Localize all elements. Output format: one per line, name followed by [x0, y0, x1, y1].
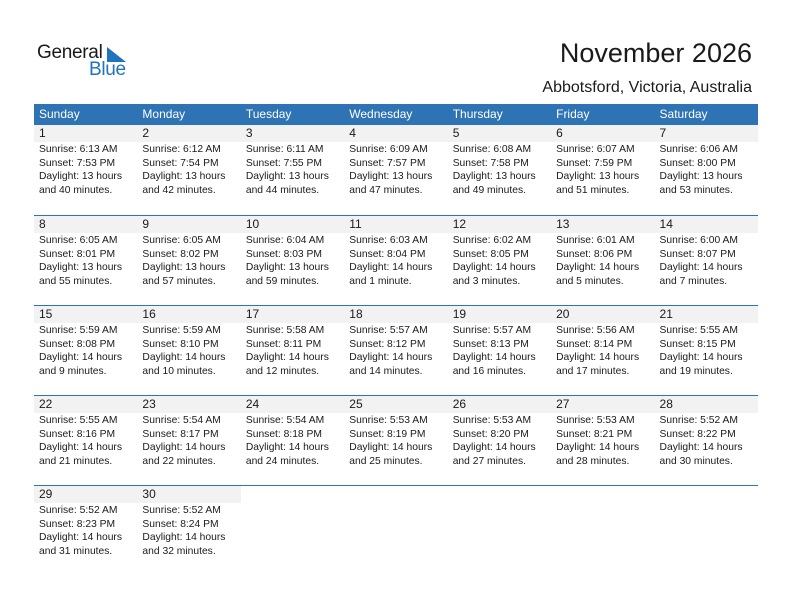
daylight-minutes-text: and 7 minutes.: [659, 275, 728, 287]
sunset-text: Sunset: 8:07 PM: [659, 248, 736, 260]
sunrise-text: Sunrise: 6:09 AM: [349, 144, 428, 155]
day-number: [655, 486, 758, 503]
day-number: 23: [137, 396, 240, 413]
weekday-tuesday: Tuesday: [245, 107, 292, 121]
day-info: [241, 413, 344, 468]
day-cell: [241, 486, 344, 575]
sunset-text: Sunset: 8:01 PM: [39, 248, 116, 260]
sunset-text: Sunset: 8:16 PM: [39, 428, 116, 440]
sunset-text: Sunset: 7:54 PM: [142, 157, 219, 169]
day-info: [34, 233, 137, 288]
day-cell: [34, 125, 137, 215]
sunset-text: Sunset: 7:57 PM: [349, 157, 426, 169]
day-info: [448, 142, 551, 197]
sunset-text: Sunset: 8:24 PM: [142, 518, 219, 530]
sunrise-text: Sunrise: 5:56 AM: [556, 325, 635, 336]
sunset-text: Sunset: 8:18 PM: [245, 428, 322, 440]
daylight-minutes-text: and 24 minutes.: [245, 455, 320, 467]
daylight-text: Daylight: 14 hours: [349, 262, 433, 274]
daylight-minutes-text: and 53 minutes.: [659, 184, 733, 196]
sunset-text: Sunset: 8:08 PM: [39, 338, 116, 350]
daylight-text: Daylight: 13 hours: [142, 171, 226, 183]
day-cell: [655, 396, 758, 485]
sunrise-text: Sunrise: 5:57 AM: [452, 325, 532, 336]
day-info: [655, 503, 758, 504]
daylight-minutes-text: and 44 minutes.: [245, 184, 320, 196]
day-info: [34, 413, 137, 468]
day-number: 16: [137, 306, 240, 323]
daylight-text: Daylight: 14 hours: [556, 262, 640, 274]
sunrise-text: Sunrise: 6:05 AM: [142, 235, 221, 246]
day-number: 24: [241, 396, 344, 413]
day-cell: [34, 486, 137, 575]
daylight-minutes-text: and 10 minutes.: [142, 365, 216, 377]
daylight-minutes-text: and 12 minutes.: [245, 365, 320, 377]
daylight-minutes-text: and 16 minutes.: [452, 365, 526, 377]
page-title: November 2026: [559, 38, 752, 68]
sunset-text: Sunset: 8:10 PM: [142, 338, 219, 350]
day-cell: [137, 486, 240, 575]
daylight-text: Daylight: 14 hours: [659, 352, 743, 364]
weekday-saturday: Saturday: [659, 107, 708, 121]
day-number: 6: [551, 125, 654, 142]
daylight-minutes-text: and 22 minutes.: [142, 455, 216, 467]
weeks-container: [34, 125, 758, 575]
daylight-text: Daylight: 13 hours: [39, 262, 122, 274]
day-info: [344, 233, 447, 288]
day-info: [34, 323, 137, 378]
day-number: 19: [448, 306, 551, 323]
daylight-minutes-text: and 27 minutes.: [452, 455, 526, 467]
sunrise-text: Sunrise: 5:59 AM: [39, 325, 118, 336]
daylight-minutes-text: and 28 minutes.: [556, 455, 630, 467]
day-number: 5: [448, 125, 551, 142]
sunset-text: Sunset: 8:02 PM: [142, 248, 219, 260]
day-info: [655, 142, 758, 197]
daylight-text: Daylight: 14 hours: [142, 532, 226, 544]
day-cell: [34, 306, 137, 395]
sunrise-text: Sunrise: 6:01 AM: [556, 235, 635, 246]
day-number: 21: [655, 306, 758, 323]
day-info: [448, 503, 551, 504]
day-info: [448, 233, 551, 288]
day-cell: [137, 125, 240, 215]
sunrise-text: Sunrise: 6:06 AM: [659, 144, 738, 155]
day-cell: [34, 396, 137, 485]
day-info: [551, 233, 654, 288]
sunset-text: Sunset: 8:06 PM: [556, 248, 633, 260]
sunset-text: Sunset: 8:23 PM: [39, 518, 116, 530]
week-row: [34, 395, 758, 485]
weekday-monday: Monday: [142, 107, 186, 121]
day-number: 29: [34, 486, 137, 503]
day-number: 8: [34, 216, 137, 233]
day-number: 12: [448, 216, 551, 233]
day-cell: [551, 306, 654, 395]
daylight-text: Daylight: 14 hours: [245, 442, 329, 454]
sunrise-text: Sunrise: 5:52 AM: [659, 415, 738, 426]
week-row: [34, 485, 758, 575]
day-info: [241, 323, 344, 378]
sunset-text: Sunset: 8:19 PM: [349, 428, 426, 440]
day-cell: [344, 125, 447, 215]
day-info: [655, 413, 758, 468]
sunrise-text: Sunrise: 5:55 AM: [39, 415, 118, 426]
week-row: [34, 215, 758, 305]
day-info: [241, 233, 344, 288]
day-cell: [551, 125, 654, 215]
day-number: 18: [344, 306, 447, 323]
daylight-text: Daylight: 14 hours: [245, 352, 329, 364]
sunset-text: Sunset: 8:17 PM: [142, 428, 219, 440]
sunrise-text: Sunrise: 5:55 AM: [659, 325, 738, 336]
day-cell: [655, 216, 758, 305]
day-info: [137, 233, 240, 288]
sunrise-text: Sunrise: 6:12 AM: [142, 144, 221, 155]
day-cell: [551, 396, 654, 485]
day-info: [34, 503, 137, 558]
daylight-minutes-text: and 59 minutes.: [245, 275, 320, 287]
sunset-text: Sunset: 8:03 PM: [245, 248, 322, 260]
day-info: [551, 503, 654, 504]
daylight-minutes-text: and 55 minutes.: [39, 275, 113, 287]
sunset-text: Sunset: 8:14 PM: [556, 338, 633, 350]
day-number: 1: [34, 125, 137, 142]
day-info: [344, 413, 447, 468]
sunset-text: Sunset: 8:15 PM: [659, 338, 736, 350]
day-info: [137, 503, 240, 558]
day-number: 30: [137, 486, 240, 503]
daylight-minutes-text: and 9 minutes.: [39, 365, 107, 377]
daylight-text: Daylight: 14 hours: [349, 442, 433, 454]
sunrise-text: Sunrise: 5:52 AM: [142, 505, 221, 516]
day-number: [551, 486, 654, 503]
day-number: 20: [551, 306, 654, 323]
day-cell: [448, 125, 551, 215]
day-number: [344, 486, 447, 503]
day-info: [34, 142, 137, 197]
daylight-text: Daylight: 14 hours: [142, 442, 226, 454]
sunrise-text: Sunrise: 6:02 AM: [452, 235, 532, 246]
day-info: [655, 323, 758, 378]
sunrise-text: Sunrise: 6:04 AM: [245, 235, 325, 246]
daylight-minutes-text: and 17 minutes.: [556, 365, 630, 377]
sunset-text: Sunset: 8:21 PM: [556, 428, 633, 440]
sunset-text: Sunset: 8:22 PM: [659, 428, 736, 440]
weekday-wednesday: Wednesday: [349, 107, 413, 121]
day-cell: [551, 486, 654, 575]
sunset-text: Sunset: 7:58 PM: [452, 157, 529, 169]
day-cell: [137, 396, 240, 485]
weekday-friday: Friday: [556, 107, 590, 121]
day-info: [448, 413, 551, 468]
daylight-text: Daylight: 13 hours: [349, 171, 433, 183]
sunrise-text: Sunrise: 6:03 AM: [349, 235, 428, 246]
day-cell: [137, 216, 240, 305]
day-cell: [448, 216, 551, 305]
day-info: [344, 323, 447, 378]
daylight-text: Daylight: 14 hours: [452, 262, 536, 274]
daylight-minutes-text: and 32 minutes.: [142, 545, 216, 557]
day-cell: [241, 306, 344, 395]
sunrise-text: Sunrise: 5:53 AM: [452, 415, 532, 426]
sunrise-text: Sunrise: 6:00 AM: [659, 235, 738, 246]
daylight-minutes-text: and 51 minutes.: [556, 184, 630, 196]
daylight-text: Daylight: 13 hours: [39, 171, 122, 183]
day-cell: [137, 306, 240, 395]
daylight-minutes-text: and 19 minutes.: [659, 365, 733, 377]
day-number: 15: [34, 306, 137, 323]
day-number: 17: [241, 306, 344, 323]
day-cell: [551, 216, 654, 305]
sunset-text: Sunset: 7:59 PM: [556, 157, 633, 169]
daylight-text: Daylight: 14 hours: [556, 442, 640, 454]
day-info: [551, 142, 654, 197]
day-number: 28: [655, 396, 758, 413]
daylight-text: Daylight: 14 hours: [142, 352, 226, 364]
day-info: [137, 142, 240, 197]
daylight-text: Daylight: 14 hours: [452, 352, 536, 364]
day-cell: [448, 396, 551, 485]
sunrise-text: Sunrise: 5:54 AM: [245, 415, 325, 426]
day-number: 3: [241, 125, 344, 142]
sunrise-text: Sunrise: 6:11 AM: [245, 144, 324, 155]
daylight-text: Daylight: 13 hours: [142, 262, 226, 274]
sunset-text: Sunset: 8:05 PM: [452, 248, 529, 260]
day-number: 9: [137, 216, 240, 233]
day-cell: [344, 486, 447, 575]
day-info: [655, 233, 758, 288]
sunrise-text: Sunrise: 6:07 AM: [556, 144, 635, 155]
day-info: [344, 503, 447, 504]
day-info: [241, 503, 344, 504]
day-cell: [241, 125, 344, 215]
day-number: 25: [344, 396, 447, 413]
daylight-minutes-text: and 57 minutes.: [142, 275, 216, 287]
daylight-minutes-text: and 14 minutes.: [349, 365, 423, 377]
sunset-text: Sunset: 8:12 PM: [349, 338, 426, 350]
daylight-minutes-text: and 40 minutes.: [39, 184, 113, 196]
daylight-minutes-text: and 5 minutes.: [556, 275, 624, 287]
day-info: [448, 323, 551, 378]
sunrise-text: Sunrise: 5:59 AM: [142, 325, 221, 336]
sunrise-text: Sunrise: 5:54 AM: [142, 415, 221, 426]
day-number: [241, 486, 344, 503]
logo-text-general: General: [37, 42, 103, 63]
day-info: [137, 323, 240, 378]
sunrise-text: Sunrise: 5:58 AM: [245, 325, 325, 336]
daylight-text: Daylight: 14 hours: [349, 352, 433, 364]
day-cell: [344, 306, 447, 395]
day-info: [551, 323, 654, 378]
day-number: 2: [137, 125, 240, 142]
sunset-text: Sunset: 8:11 PM: [245, 338, 322, 350]
day-number: 4: [344, 125, 447, 142]
daylight-minutes-text: and 21 minutes.: [39, 455, 113, 467]
sunrise-text: Sunrise: 5:53 AM: [349, 415, 428, 426]
daylight-text: Daylight: 14 hours: [659, 442, 743, 454]
day-info: [551, 413, 654, 468]
day-info: [344, 142, 447, 197]
daylight-text: Daylight: 14 hours: [39, 352, 122, 364]
day-number: 26: [448, 396, 551, 413]
sunset-text: Sunset: 8:04 PM: [349, 248, 426, 260]
daylight-text: Daylight: 14 hours: [39, 442, 122, 454]
day-number: 10: [241, 216, 344, 233]
week-row: [34, 125, 758, 215]
day-cell: [655, 125, 758, 215]
day-number: 13: [551, 216, 654, 233]
sunset-text: Sunset: 8:00 PM: [659, 157, 736, 169]
calendar-grid: [34, 104, 758, 575]
weekday-sunday: Sunday: [39, 107, 80, 121]
daylight-minutes-text: and 1 minute.: [349, 275, 412, 287]
daylight-minutes-text: and 30 minutes.: [659, 455, 733, 467]
daylight-minutes-text: and 31 minutes.: [39, 545, 113, 557]
daylight-text: Daylight: 13 hours: [245, 171, 329, 183]
daylight-text: Daylight: 13 hours: [452, 171, 536, 183]
daylight-text: Daylight: 13 hours: [659, 171, 743, 183]
day-number: 7: [655, 125, 758, 142]
daylight-text: Daylight: 14 hours: [39, 532, 122, 544]
logo-text-blue: Blue: [89, 59, 126, 80]
day-cell: [241, 216, 344, 305]
weekday-header-row: [34, 104, 758, 125]
day-cell: [448, 306, 551, 395]
daylight-text: Daylight: 13 hours: [245, 262, 329, 274]
location-subtitle: Abbotsford, Victoria, Australia: [542, 79, 752, 96]
daylight-text: Daylight: 14 hours: [659, 262, 743, 274]
day-number: 22: [34, 396, 137, 413]
sunset-text: Sunset: 8:13 PM: [452, 338, 529, 350]
brand-logo: [37, 42, 137, 82]
daylight-text: Daylight: 13 hours: [556, 171, 640, 183]
day-number: 11: [344, 216, 447, 233]
daylight-text: Daylight: 14 hours: [452, 442, 536, 454]
daylight-minutes-text: and 42 minutes.: [142, 184, 216, 196]
sunset-text: Sunset: 7:53 PM: [39, 157, 116, 169]
sunrise-text: Sunrise: 5:53 AM: [556, 415, 635, 426]
daylight-minutes-text: and 3 minutes.: [452, 275, 521, 287]
day-cell: [34, 216, 137, 305]
sunrise-text: Sunrise: 5:57 AM: [349, 325, 428, 336]
week-row: [34, 305, 758, 395]
sunset-text: Sunset: 8:20 PM: [452, 428, 529, 440]
sunset-text: Sunset: 7:55 PM: [245, 157, 322, 169]
day-cell: [344, 216, 447, 305]
daylight-minutes-text: and 47 minutes.: [349, 184, 423, 196]
weekday-thursday: Thursday: [452, 107, 503, 121]
day-info: [137, 413, 240, 468]
daylight-minutes-text: and 49 minutes.: [452, 184, 526, 196]
daylight-text: Daylight: 14 hours: [556, 352, 640, 364]
day-number: [448, 486, 551, 503]
sunrise-text: Sunrise: 5:52 AM: [39, 505, 118, 516]
daylight-minutes-text: and 25 minutes.: [349, 455, 423, 467]
day-cell: [344, 396, 447, 485]
day-cell: [655, 306, 758, 395]
day-cell: [655, 486, 758, 575]
day-cell: [241, 396, 344, 485]
sunrise-text: Sunrise: 6:08 AM: [452, 144, 532, 155]
sunrise-text: Sunrise: 6:13 AM: [39, 144, 118, 155]
day-info: [241, 142, 344, 197]
day-number: 27: [551, 396, 654, 413]
sunrise-text: Sunrise: 6:05 AM: [39, 235, 118, 246]
day-cell: [448, 486, 551, 575]
day-number: 14: [655, 216, 758, 233]
